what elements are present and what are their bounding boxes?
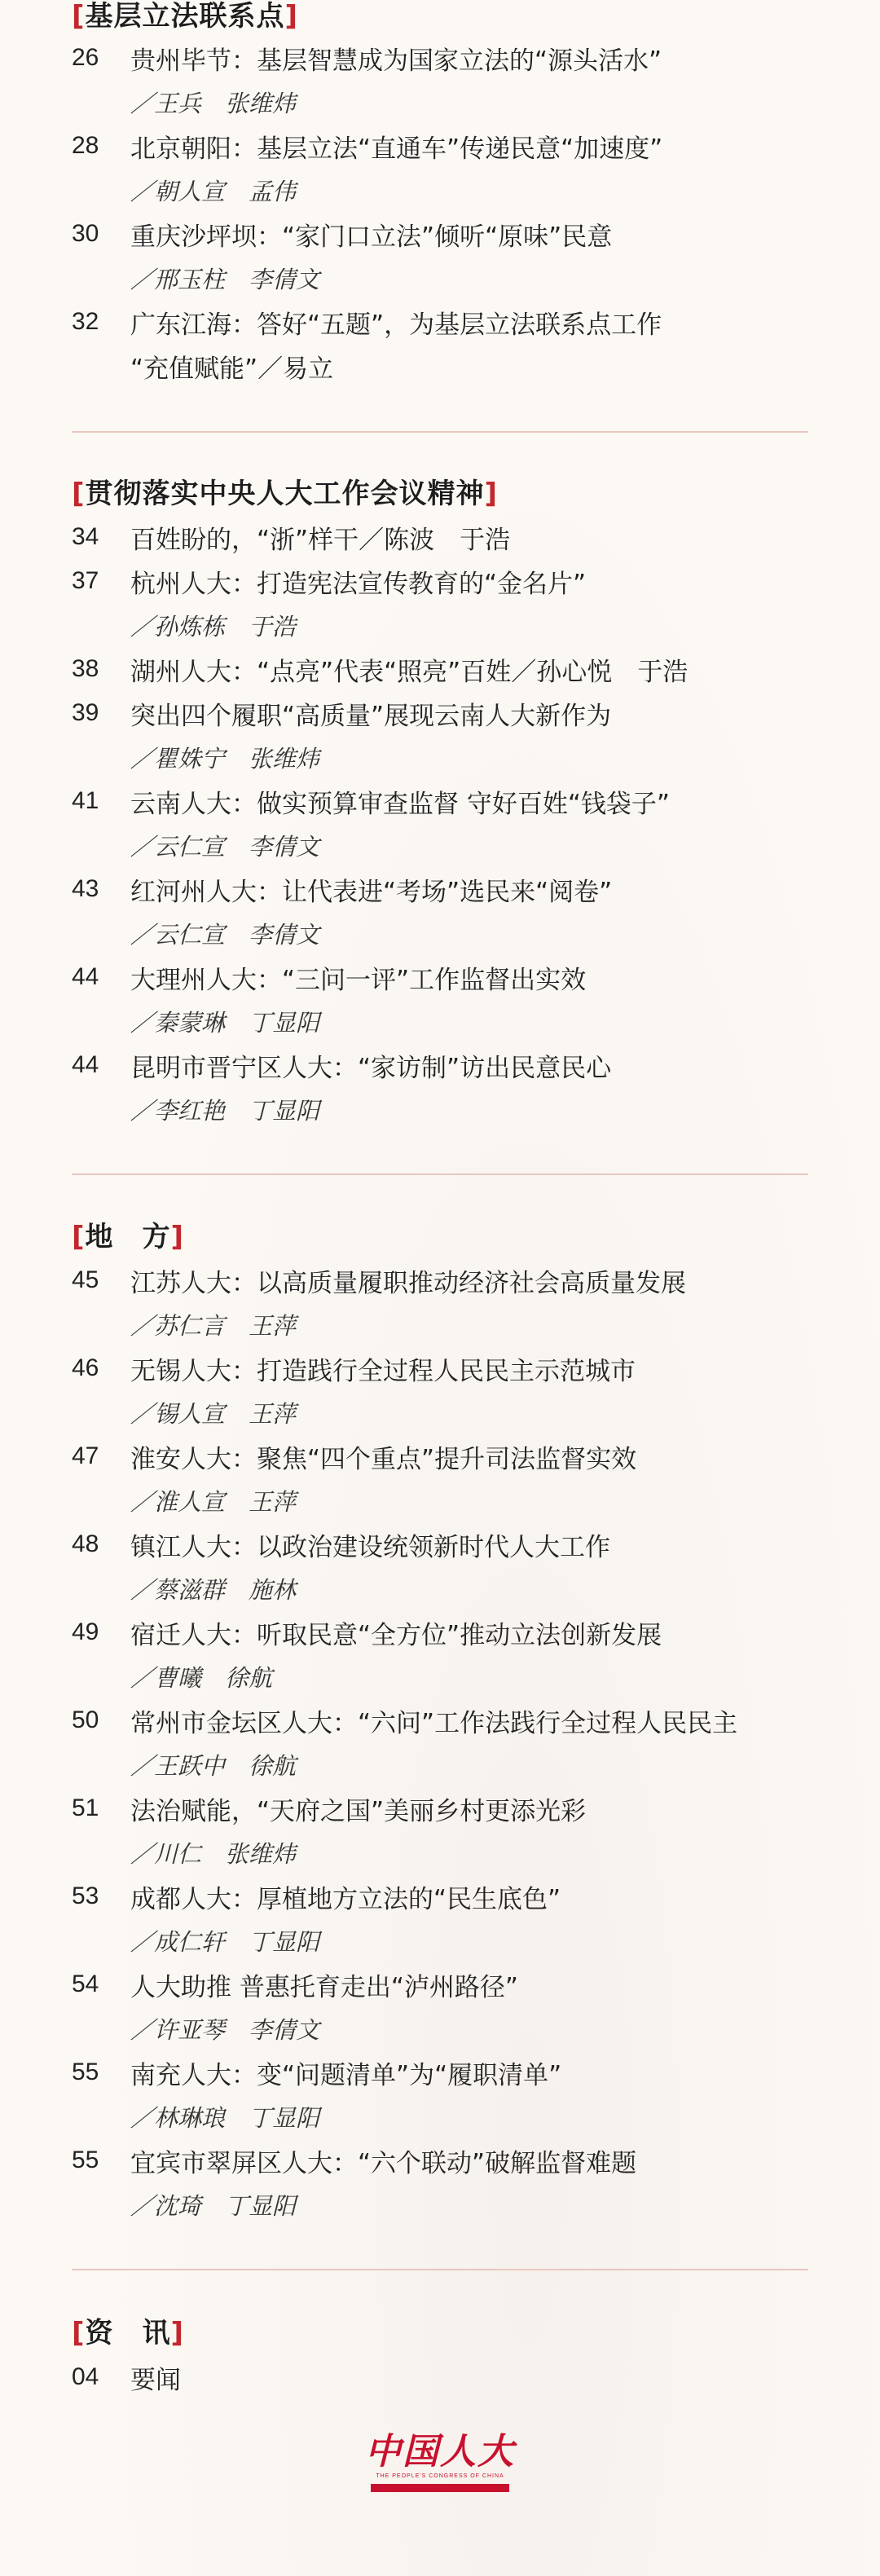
toc-entry-authors: ／川仁 张维炜 <box>130 1839 297 1868</box>
section-local <box>72 1214 809 1260</box>
bracket-open: [ <box>72 0 86 33</box>
toc-entry-authors-row <box>72 1087 809 1131</box>
toc-entry[interactable] <box>72 1610 809 1698</box>
section-grassroots-entries <box>72 36 809 388</box>
toc-entry-title: 无锡人大：打造践行全过程人民民主示范城市 <box>130 1356 636 1386</box>
section-title <box>72 1214 809 1260</box>
toc-entry[interactable] <box>72 1043 809 1131</box>
toc-page-number: 41 <box>72 787 99 814</box>
toc-page-number: 46 <box>72 1354 99 1381</box>
toc-entry-authors: ／蔡滋群 施林 <box>130 1575 297 1604</box>
toc-entry-title: 淮安人大：聚焦“四个重点”提升司法监督实效 <box>130 1444 637 1474</box>
toc-page-number: 55 <box>72 2059 99 2085</box>
toc-entry[interactable] <box>72 1522 809 1610</box>
toc-entry-authors-row <box>72 1390 809 1434</box>
toc-entry-title-row <box>72 124 809 168</box>
toc-entry[interactable] <box>72 212 809 300</box>
toc-entry-authors: ／邢玉柱 李倩文 <box>130 265 320 293</box>
section-title <box>72 0 809 39</box>
section-title-text: 贯彻落实中央人大工作会议精神 <box>85 478 485 510</box>
toc-entry-title: 宿迁人大：听取民意“全方位”推动立法创新发展 <box>130 1620 662 1650</box>
toc-entry-title-row <box>72 2355 809 2399</box>
toc-page-number: 26 <box>72 44 99 71</box>
section-grassroots-legislation <box>72 0 809 39</box>
toc-entry-authors: ／成仁轩 丁显阳 <box>130 1927 320 1956</box>
toc-entry-authors-row <box>72 823 809 867</box>
toc-entry-title: 镇江人大：以政治建设统领新时代人大工作 <box>130 1532 610 1562</box>
toc-entry[interactable] <box>72 515 809 559</box>
toc-entry-title-row <box>72 1610 809 1654</box>
toc-entry-title: 宜宾市翠屏区人大：“六个联动”破解监督难题 <box>130 2148 637 2178</box>
divider <box>72 1174 808 1175</box>
toc-entry-authors-row <box>72 1830 809 1874</box>
toc-entry-authors: ／云仁宣 李倩文 <box>130 920 320 949</box>
toc-page-number: 49 <box>72 1618 99 1645</box>
toc-entry[interactable] <box>72 867 809 955</box>
toc-page-number: 47 <box>72 1442 99 1469</box>
toc-entry-title-row <box>72 1874 809 1918</box>
section-title-text: 资 讯 <box>85 2317 171 2349</box>
toc-entry-authors-row <box>72 1302 809 1346</box>
toc-entry-title: 法治赋能，“天府之国”美丽乡村更添光彩 <box>130 1796 587 1826</box>
toc-page-number: 34 <box>72 523 99 550</box>
toc-entry-title: 杭州人大：打造宪法宣传教育的“金名片” <box>130 569 587 599</box>
toc-entry-title: 突出四个履职“高质量”展现云南人大新作为 <box>130 701 612 731</box>
toc-entry[interactable] <box>72 691 809 779</box>
toc-entry-title: 广东江海：答好“五题”，为基层立法联系点工作 <box>130 310 662 340</box>
toc-page-number: 50 <box>72 1706 99 1733</box>
toc-entry-authors: ／曹曦 徐航 <box>130 1663 273 1692</box>
toc-entry-authors-row <box>72 1918 809 1962</box>
toc-entry-authors: ／许亚琴 李倩文 <box>130 2015 320 2044</box>
toc-entry-title: 江苏人大：以高质量履职推动经济社会高质量发展 <box>130 1268 686 1298</box>
section-title-text: 基层立法联系点 <box>85 0 285 33</box>
toc-entry-authors: ／淮人宣 王萍 <box>130 1487 297 1516</box>
bracket-close: ] <box>484 478 499 510</box>
toc-entry-title: 要闻 <box>130 2365 181 2395</box>
toc-entry-authors: ／锡人宣 王萍 <box>130 1399 297 1428</box>
toc-entry-authors-row <box>72 168 809 212</box>
toc-entry-authors-row <box>72 999 809 1043</box>
section-news-entries <box>72 2355 809 2399</box>
toc-entry-title-row <box>72 1786 809 1830</box>
toc-entry-authors: ／瞿姝宁 张维炜 <box>130 744 320 773</box>
toc-entry-title-row <box>72 1346 809 1390</box>
toc-entry-authors: ／沈琦 丁显阳 <box>130 2191 297 2220</box>
toc-page-number: 43 <box>72 875 99 902</box>
toc-entry-authors: ／王跃中 徐航 <box>130 1751 297 1780</box>
toc-entry-authors: ／林琳琅 丁显阳 <box>130 2103 320 2132</box>
toc-entry-authors-row <box>72 1478 809 1522</box>
toc-entry[interactable] <box>72 2050 809 2138</box>
toc-entry-title: 大理州人大：“三问一评”工作监督出实效 <box>130 965 587 995</box>
toc-entry-title-row <box>72 2138 809 2182</box>
toc-entry-title-row <box>72 779 809 823</box>
bracket-close: ] <box>284 0 299 33</box>
logo-subtitle: THE PEOPLE'S CONGRESS OF CHINA <box>376 2473 504 2479</box>
toc-entry-authors: ／云仁宣 李倩文 <box>130 832 320 861</box>
toc-entry-title: 百姓盼的，“浙”样干／陈波 于浩 <box>130 525 511 555</box>
toc-entry-title-row <box>72 647 809 691</box>
toc-page-number: 39 <box>72 699 99 726</box>
toc-entry-authors-row <box>72 80 809 124</box>
toc-page-number: 30 <box>72 220 99 247</box>
toc-entry-title-row <box>72 867 809 911</box>
toc-entry-continuation-row <box>72 344 809 388</box>
section-title <box>72 2310 809 2356</box>
toc-entry-authors-row <box>72 911 809 955</box>
divider <box>72 431 808 433</box>
section-title <box>72 471 809 517</box>
toc-entry[interactable] <box>72 779 809 867</box>
toc-entry-authors-row <box>72 2182 809 2226</box>
toc-page-number: 55 <box>72 2147 99 2173</box>
toc-entry-title-row <box>72 300 809 344</box>
toc-entry-title-row <box>72 2050 809 2094</box>
toc-page-number: 38 <box>72 655 99 682</box>
toc-entry-title-row <box>72 1434 809 1478</box>
toc-entry-title-row <box>72 1258 809 1302</box>
toc-entry-title: 重庆沙坪坝：“家门口立法”倾听“原味”民意 <box>130 222 613 252</box>
bracket-open: [ <box>72 2317 86 2349</box>
toc-entry[interactable] <box>72 1874 809 1962</box>
divider <box>72 2269 808 2270</box>
toc-entry[interactable] <box>72 124 809 212</box>
toc-entry-authors-row <box>72 1654 809 1698</box>
toc-entry-title-row <box>72 212 809 256</box>
toc-page-number: 44 <box>72 963 99 990</box>
toc-entry-title: 南充人大：变“问题清单”为“履职清单” <box>130 2060 562 2090</box>
section-central-conference-entries <box>72 515 809 1131</box>
toc-entry[interactable] <box>72 2355 809 2399</box>
toc-entry[interactable] <box>72 1962 809 2050</box>
toc-entry[interactable] <box>72 647 809 691</box>
toc-entry-title: 成都人大：厚植地方立法的“民生底色” <box>130 1884 561 1914</box>
toc-entry-title-row <box>72 691 809 735</box>
toc-entry-title: 湖州人大：“点亮”代表“照亮”百姓／孙心悦 于浩 <box>130 657 689 687</box>
toc-entry-authors-row <box>72 1566 809 1610</box>
toc-entry-authors-row <box>72 256 809 300</box>
toc-entry-authors: ／王兵 张维炜 <box>130 89 297 117</box>
toc-entry-title-row <box>72 559 809 603</box>
toc-entry-title-row <box>72 1698 809 1742</box>
bracket-close: ] <box>170 2317 185 2349</box>
toc-entry-title: 人大助推 普惠托育走出“泸州路径” <box>130 1972 518 2002</box>
toc-page-number: 44 <box>72 1051 99 1078</box>
bracket-open: [ <box>72 478 86 510</box>
toc-entry[interactable] <box>72 2138 809 2226</box>
toc-entry-title-row <box>72 515 809 559</box>
toc-entry[interactable] <box>72 1786 809 1874</box>
toc-entry-title: 昆明市晋宁区人大：“家访制”访出民意民心 <box>130 1053 612 1083</box>
section-title-text: 地 方 <box>85 1221 171 1253</box>
toc-entry[interactable] <box>72 559 809 647</box>
toc-entry[interactable] <box>72 1698 809 1786</box>
toc-page-number: 04 <box>72 2363 99 2390</box>
toc-entry-title-row <box>72 1043 809 1087</box>
section-news <box>72 2310 809 2356</box>
toc-entry-authors: ／孙炼栋 于浩 <box>130 612 297 641</box>
toc-entry-title: 云南人大：做实预算审查监督 守好百姓“钱袋子” <box>130 789 670 819</box>
toc-entry-authors-row <box>72 1742 809 1786</box>
bracket-open: [ <box>72 1221 86 1253</box>
toc-entry-title-row <box>72 955 809 999</box>
toc-entry[interactable] <box>72 1346 809 1434</box>
toc-entry-title: 常州市金坛区人大：“六问”工作法践行全过程人民民主 <box>130 1708 738 1738</box>
toc-entry-title: 红河州人大：让代表进“考场”选民来“阅卷” <box>130 877 613 907</box>
toc-entry-authors: ／朝人宣 孟伟 <box>130 177 297 205</box>
toc-entry-title: “充值赋能”／易立 <box>130 354 334 384</box>
toc-entry-authors-row <box>72 2006 809 2050</box>
toc-entry-authors: ／苏仁言 王萍 <box>130 1311 297 1340</box>
toc-entry[interactable] <box>72 36 809 124</box>
toc-page-number: 51 <box>72 1794 99 1821</box>
toc-entry-authors: ／秦蒙琳 丁显阳 <box>130 1008 320 1037</box>
section-central-conference <box>72 471 809 517</box>
toc-entry[interactable] <box>72 1434 809 1522</box>
toc-page-number: 28 <box>72 132 99 159</box>
toc-entry[interactable] <box>72 300 809 388</box>
toc-entry-title-row <box>72 1522 809 1566</box>
bracket-close: ] <box>170 1221 185 1253</box>
toc-page-number: 54 <box>72 1971 99 1997</box>
toc-page-number: 53 <box>72 1882 99 1909</box>
toc-entry-authors-row <box>72 735 809 779</box>
logo <box>359 2433 521 2498</box>
toc-page-number: 37 <box>72 567 99 594</box>
toc-page-number: 48 <box>72 1530 99 1557</box>
toc-entry-title: 贵州毕节：基层智慧成为国家立法的“源头活水” <box>130 46 662 76</box>
toc-entry-authors: ／李红艳 丁显阳 <box>130 1096 320 1125</box>
toc-page-number: 32 <box>72 308 99 335</box>
toc-page-number: 45 <box>72 1266 99 1293</box>
toc-entry[interactable] <box>72 955 809 1043</box>
toc-entry-authors-row <box>72 2094 809 2138</box>
toc-entry-title: 北京朝阳：基层立法“直通车”传递民意“加速度” <box>130 134 663 164</box>
section-local-entries <box>72 1258 809 2226</box>
logo-band <box>371 2484 509 2492</box>
toc-entry-title-row <box>72 36 809 80</box>
toc-entry-title-row <box>72 1962 809 2006</box>
logo-main-text: 中国人大 <box>365 2431 515 2473</box>
toc-entry[interactable] <box>72 1258 809 1346</box>
toc-entry-authors-row <box>72 603 809 647</box>
